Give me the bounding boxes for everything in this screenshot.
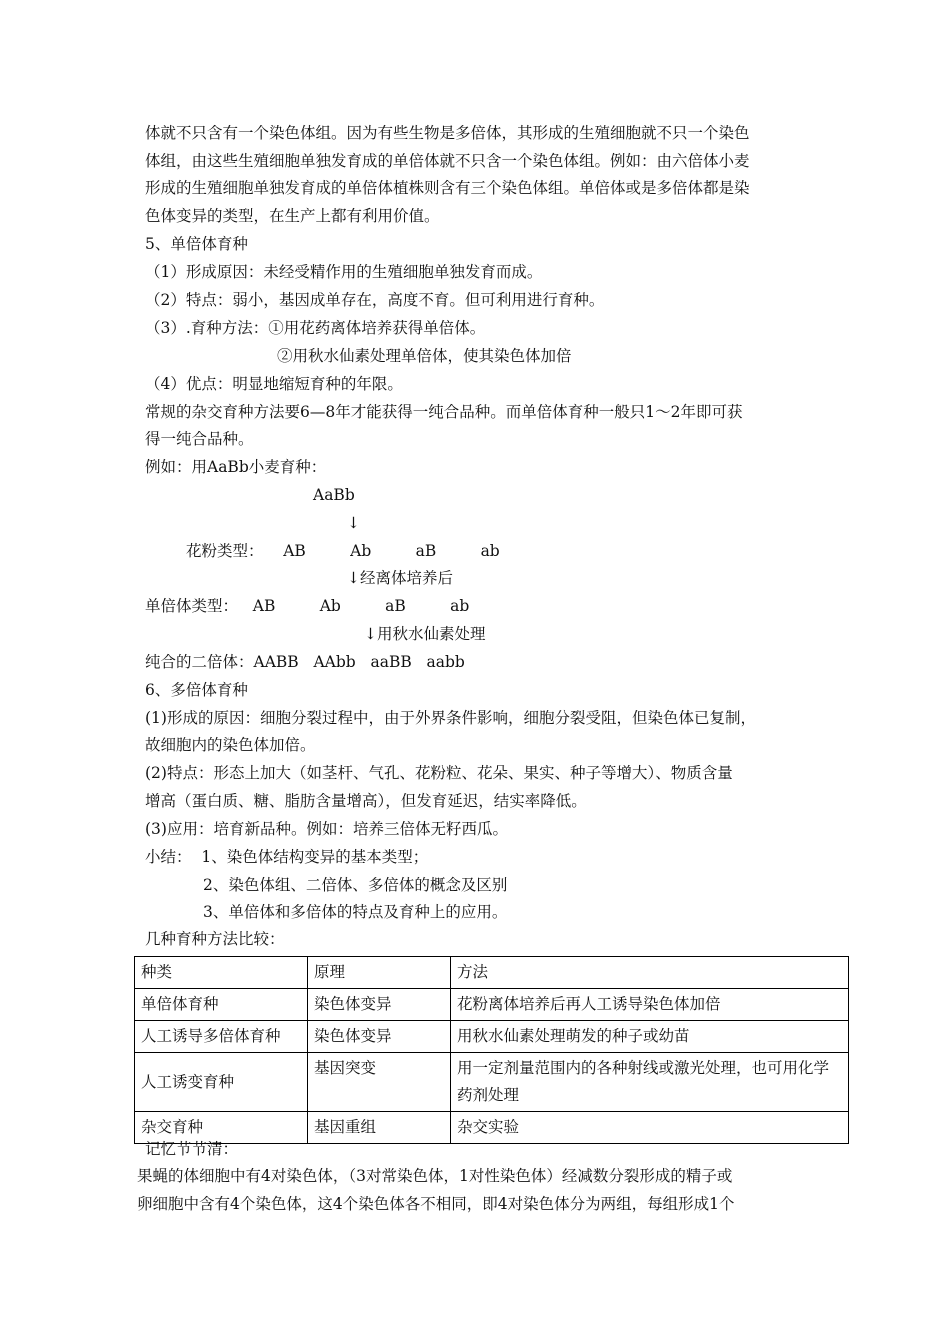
memory-heading: 记忆节节清： (145, 1140, 239, 1158)
table-cell: 基因突变 (308, 1053, 451, 1112)
paragraph-line: (3)应用：培育新品种。例如：培养三倍体无籽西瓜。 (145, 820, 508, 838)
table-caption: 几种育种方法比较： (145, 930, 285, 948)
table-cell: 原理 (308, 957, 451, 989)
paragraph-line: 常规的杂交育种方法要6—8年才能获得一纯合品种。而单倍体育种一般只1～2年即可获 (145, 403, 743, 421)
paragraph-line: 形成的生殖细胞单独发育成的单倍体植株则含有三个染色体组。单倍体或是多倍体都是染 (145, 179, 750, 197)
table-cell: 用一定剂量范围内的各种射线或激光处理，也可用化学药剂处理 (451, 1053, 849, 1112)
paragraph-line: 故细胞内的染色体加倍。 (145, 736, 316, 754)
table-row (135, 1112, 849, 1144)
section-heading: 5、单倍体育种 (145, 235, 248, 253)
table-row (135, 1053, 849, 1112)
paragraph-line: (2)特点：形态上加大（如茎杆、气孔、花粉粒、花朵、果实、种子等增大）、物质含量 (145, 764, 733, 782)
paragraph-line: 卵细胞中含有4个染色体，这4个染色体各不相同，即4对染色体分为两组，每组形成1个 (137, 1195, 735, 1213)
table-row (135, 989, 849, 1021)
pollen-types-line: 花粉类型： AB Ab aB ab (186, 542, 500, 560)
paragraph-line: 增高（蛋白质、糖、脂肪含量增高），但发育延迟，结实率降低。 (145, 792, 587, 810)
haploid-types-line: 单倍体类型： AB Ab aB ab (145, 597, 470, 615)
arrow-line: ↓经离体培养后 (347, 569, 453, 587)
arrow-line: ↓ (347, 514, 360, 532)
paragraph-line: 果蝇的体细胞中有4对染色体，（3对常染色体，1对性染色体）经减数分裂形成的精子或 (137, 1167, 733, 1185)
paragraph-line: （2）特点：弱小，基因成单存在，高度不育。但可利用进行育种。 (145, 291, 605, 309)
table-cell: 花粉离体培养后再人工诱导染色体加倍 (451, 989, 849, 1021)
table-cell: 染色体变异 (308, 989, 451, 1021)
diploid-types-line: 纯合的二倍体：AABB AAbb aaBB aabb (145, 653, 465, 671)
table-cell: 单倍体育种 (135, 989, 308, 1021)
paragraph-line: 体就不只含有一个染色体组。因为有些生物是多倍体，其形成的生殖细胞就不只一个染色 (145, 124, 750, 142)
paragraph-line: 得一纯合品种。 (145, 430, 254, 448)
paragraph-line: ②用秋水仙素处理单倍体，使其染色体加倍 (277, 347, 572, 365)
paragraph-line: 例如：用AaBb小麦育种： (145, 458, 327, 476)
table-cell: 人工诱导多倍体育种 (135, 1021, 308, 1053)
table-cell: 方法 (451, 957, 849, 989)
paragraph-line: （4）优点：明显地缩短育种的年限。 (145, 375, 403, 393)
table-cell: 种类 (135, 957, 308, 989)
arrow-line: ↓用秋水仙素处理 (364, 625, 486, 643)
table-row (135, 1021, 849, 1053)
table-header-row (135, 957, 849, 989)
table-cell: 杂交实验 (451, 1112, 849, 1144)
paragraph-line: (1)形成的原因：细胞分裂过程中，由于外界条件影响，细胞分裂受阻，但染色体已复制， (145, 709, 756, 727)
paragraph-line: （1）形成原因：未经受精作用的生殖细胞单独发育而成。 (145, 263, 543, 281)
table-cell: 用秋水仙素处理萌发的种子或幼苗 (451, 1021, 849, 1053)
summary-line: 小结： 1、染色体结构变异的基本类型； (145, 848, 429, 866)
paragraph-line: 体组，由这些生殖细胞单独发育成的单倍体就不只含一个染色体组。例如：由六倍体小麦 (145, 152, 750, 170)
table-cell: 杂交育种 (135, 1112, 308, 1144)
genotype-line: AaBb (313, 486, 355, 504)
section-heading: 6、多倍体育种 (145, 681, 248, 699)
summary-line: 3、单倍体和多倍体的特点及育种上的应用。 (203, 903, 508, 921)
paragraph-line: 色体变异的类型，在生产上都有利用价值。 (145, 207, 440, 225)
table-cell: 染色体变异 (308, 1021, 451, 1053)
table-cell: 基因重组 (308, 1112, 451, 1144)
table-cell: 人工诱变育种 (135, 1053, 308, 1112)
breeding-methods-table (134, 956, 849, 1144)
summary-line: 2、染色体组、二倍体、多倍体的概念及区别 (203, 876, 508, 894)
paragraph-line: （3）.育种方法：①用花药离体培养获得单倍体。 (145, 319, 486, 337)
